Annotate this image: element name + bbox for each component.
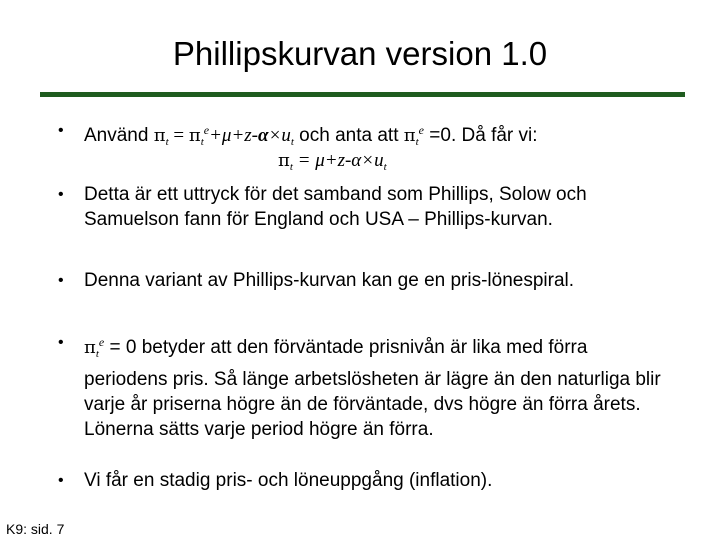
bullet-4-body: = 0 betyder att den förväntade prisnivån är lika med förra periodens pris. Så länge arbetslösheten är lägre än den naturliga blir varje år priserna högre än de förväntade, dvs högre än förra årets. Lönerna sätts varje period högre än förra. [84, 337, 661, 440]
bullet-2-text: Detta är ett uttryck för det samband som Phillips, Solow och Samuelson fann för England och USA – Phillips-kurvan. [84, 184, 587, 230]
bullet-5-text: Vi får en stadig pris- och löneuppgång (inflation). [84, 470, 493, 491]
bullet-1-prefix: Använd [84, 125, 154, 146]
superscript-e: e [203, 123, 210, 137]
superscript-e: e [98, 335, 105, 349]
bullet-1-tail: =0. Då får vi: [424, 125, 538, 146]
slide-footer: K9: sid. 7 [6, 521, 65, 537]
pi-symbol: π [403, 125, 416, 146]
equation-rest: = μ+z-α×u [292, 150, 384, 171]
bullet-dot: • [58, 272, 64, 289]
equals: = [168, 125, 189, 146]
subscript-t: t [290, 136, 294, 148]
superscript-e: e [418, 123, 424, 137]
bullet-3-text: Denna variant av Phillips-kurvan kan ge en pris-lönespiral. [84, 270, 575, 291]
subscript-t: t [383, 161, 387, 173]
bullet-dot: • [58, 334, 64, 351]
title-rule-bar [40, 92, 685, 97]
slide-title: Phillipskurvan version 1.0 [172, 35, 548, 72]
subscript-t: t [200, 136, 204, 148]
pi-symbol: π [188, 125, 201, 146]
subscript-t: t [415, 136, 419, 148]
alpha-symbol: α [258, 125, 269, 146]
bullet-1-suffix: och anta att [293, 125, 404, 146]
bullet-4-text [84, 330, 674, 442]
subscript-t: t [95, 348, 99, 360]
times-u: ×u [268, 125, 291, 146]
title-rule [40, 92, 685, 97]
subscript-t: t [165, 136, 169, 148]
bullet-dot: • [58, 186, 64, 203]
subscript-t: t [289, 161, 293, 173]
pi-symbol: π [278, 150, 290, 171]
bullet-dot: • [58, 122, 64, 139]
pi-symbol: π [153, 125, 166, 146]
pi-symbol: π [84, 337, 96, 358]
phillips-equation [278, 148, 387, 180]
bullet-dot: • [58, 472, 64, 489]
mu-z-term: +μ+z- [209, 125, 258, 146]
